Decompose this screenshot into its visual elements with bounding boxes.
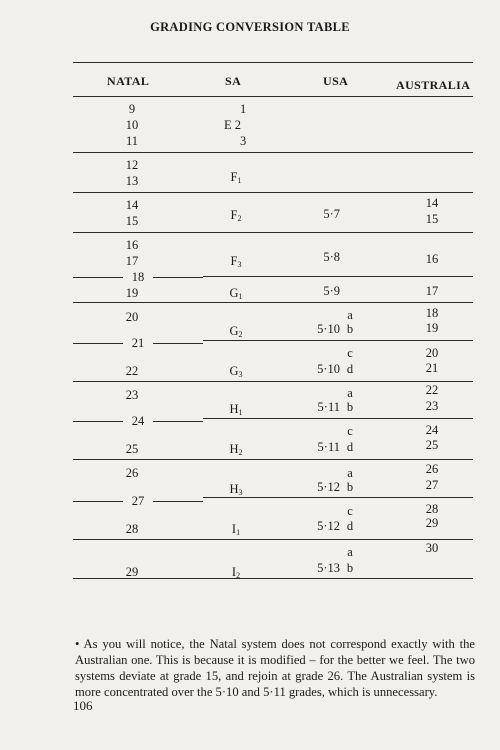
sa-grade: $F_3$ — [230, 254, 242, 269]
usa-grade-letter: d — [346, 519, 354, 533]
usa-grade-letter: a — [347, 545, 353, 559]
header-usa: USA — [323, 74, 349, 88]
usa-grade-letter: b — [346, 480, 354, 494]
sa-grade: $F_2$ — [230, 208, 242, 223]
row-rule — [73, 459, 473, 460]
header-natal: NATAL — [107, 74, 150, 88]
sa-grade: $I_2$ — [231, 565, 241, 580]
header-australia: AUSTRALIA — [396, 78, 471, 92]
row-rule — [203, 340, 473, 341]
natal-grade: 26 — [125, 466, 139, 480]
usa-grade-letter: c — [347, 346, 353, 360]
natal-grade: 14 — [125, 198, 139, 212]
natal-grade: 10 — [125, 118, 139, 132]
row-rule — [73, 539, 473, 540]
row-rule — [73, 192, 473, 193]
usa-grade: 5·9 — [323, 284, 340, 298]
sa-grade: $I_1$ — [231, 522, 241, 537]
aus-grade: 30 — [425, 541, 439, 555]
row-rule — [203, 418, 473, 419]
page-title: GRADING CONVERSION TABLE — [150, 20, 350, 34]
natal-grade: 15 — [125, 214, 139, 228]
natal-grade: 23 — [125, 388, 139, 402]
sa-grade: 3 — [240, 134, 247, 148]
natal-grade: 25 — [125, 442, 139, 456]
sa-grade: $H_3$ — [229, 482, 243, 497]
usa-grade: 5·10 — [317, 322, 340, 336]
sa-grade: $G_3$ — [229, 364, 243, 379]
usa-grade: 5·11 — [317, 400, 340, 414]
natal-grade: 11 — [125, 134, 139, 148]
aus-grade: 21 — [425, 361, 439, 375]
usa-grade-letter: b — [346, 400, 354, 414]
aus-grade: 15 — [425, 212, 439, 226]
aus-grade: 22 — [425, 383, 439, 397]
row-rule — [203, 497, 473, 498]
aus-grade: 19 — [425, 321, 439, 335]
natal-grade: 22 — [125, 364, 139, 378]
page-number: 106 — [73, 698, 93, 713]
sa-grade: $G_1$ — [229, 286, 243, 301]
sa-grade: $F_1$ — [230, 170, 242, 185]
table-bottom-rule — [73, 578, 473, 579]
usa-grade: 5·11 — [317, 440, 340, 454]
usa-grade: 5·12 — [317, 519, 340, 533]
usa-grade-letter: b — [346, 561, 354, 575]
usa-grade: 5·12 — [317, 480, 340, 494]
aus-grade: 28 — [425, 502, 439, 516]
usa-grade-letter: b — [346, 322, 354, 336]
natal-midline-grade: 21 — [73, 336, 203, 350]
header-rule — [73, 96, 473, 97]
aus-grade: 29 — [425, 516, 439, 530]
usa-grade-letter: d — [346, 440, 354, 454]
usa-grade-letter: d — [346, 362, 354, 376]
natal-grade: 29 — [125, 565, 139, 579]
sa-grade: $G_2$ — [229, 324, 243, 339]
usa-grade: 5·7 — [323, 207, 340, 221]
usa-grade-letter: a — [347, 308, 353, 322]
sa-grade: $H_1$ — [229, 402, 243, 417]
natal-grade: 17 — [125, 254, 139, 268]
natal-midline-grade: 27 — [73, 494, 203, 508]
natal-grade: 12 — [125, 158, 139, 172]
usa-grade-letter: c — [347, 424, 353, 438]
aus-grade: 26 — [425, 462, 439, 476]
aus-grade: 23 — [425, 399, 439, 413]
natal-grade: 20 — [125, 310, 139, 324]
row-rule — [73, 152, 473, 153]
aus-grade: 14 — [425, 196, 439, 210]
natal-grade: 9 — [128, 102, 136, 116]
sa-grade: $H_2$ — [229, 442, 243, 457]
row-rule — [203, 276, 473, 277]
aus-grade: 18 — [425, 306, 439, 320]
aus-grade: 16 — [425, 252, 439, 266]
natal-grade: 13 — [125, 174, 139, 188]
sa-grade: E 2 — [224, 118, 242, 132]
natal-grade: 19 — [125, 286, 139, 300]
aus-grade: 24 — [425, 423, 439, 437]
header-sa: SA — [225, 74, 242, 88]
row-rule — [73, 381, 473, 382]
footnote: • As you will notice, the Natal system does not correspond exactly with the Australian one. This is because it is modified – for the better we feel. The two systems deviate at grade 15, and rejoin at grade 26. The Australian system is more concentrated over the 5·10 and 5·11 grades, which is unnecessary. — [75, 637, 475, 699]
usa-grade-letter: a — [347, 466, 353, 480]
natal-grade: 16 — [125, 238, 139, 252]
usa-grade-letter: c — [347, 504, 353, 518]
natal-grade: 28 — [125, 522, 139, 536]
usa-grade: 5·10 — [317, 362, 340, 376]
table-top-rule — [73, 62, 473, 63]
row-rule — [73, 232, 473, 233]
aus-grade: 17 — [425, 284, 439, 298]
usa-grade-letter: a — [347, 386, 353, 400]
usa-grade: 5·8 — [323, 250, 340, 264]
row-rule — [73, 302, 473, 303]
aus-grade: 25 — [425, 438, 439, 452]
usa-grade: 5·13 — [317, 561, 340, 575]
aus-grade: 20 — [425, 346, 439, 360]
natal-midline-grade: 18 — [73, 270, 203, 284]
sa-grade: 1 — [240, 102, 247, 116]
aus-grade: 27 — [425, 478, 439, 492]
natal-midline-grade: 24 — [73, 414, 203, 428]
